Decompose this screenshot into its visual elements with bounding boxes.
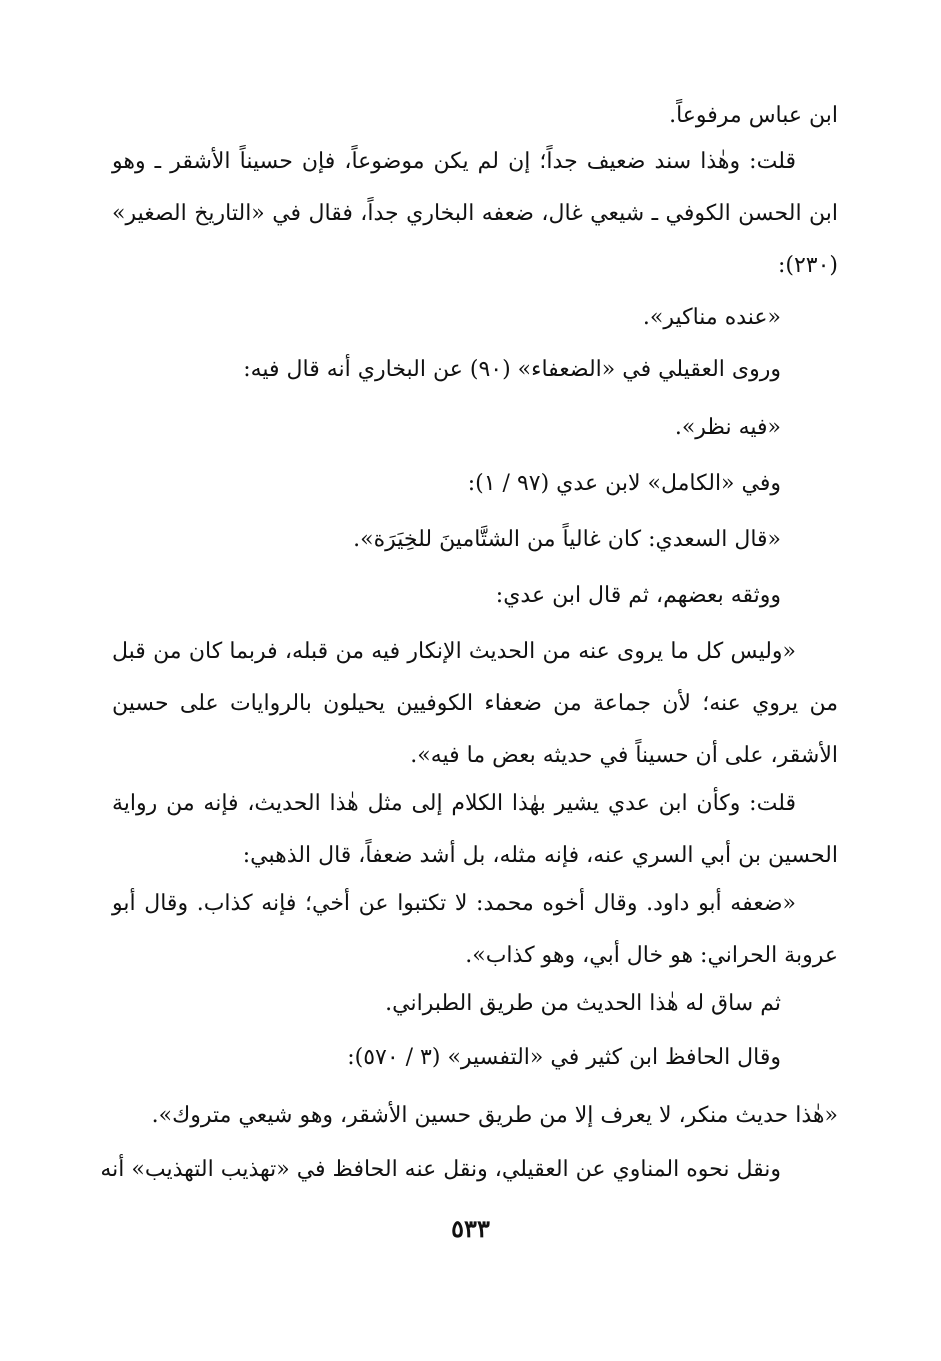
paragraph-15: ونقل نحوه المناوي عن العقيلي، ونقل عنه الحافظ في «تهذيب التهذيب» أنه	[100, 1157, 781, 1182]
paragraph-13: وقال الحافظ ابن كثير في «التفسير» (٣ / ٥٧٠):	[347, 1045, 781, 1070]
paragraph-6: وفي «الكامل» لابن عدي (٩٧ / ١):	[467, 471, 781, 496]
paragraph-10: قلت: وكأن ابن عدي يشير بهٰذا الكلام إلى مثل هٰذا الحديث، فإنه من رواية الحسين بن أبي السري عنه، فإنه مثله، بل أشد ضعفاً، قال الذهبي:	[112, 791, 838, 868]
paragraph-14: «هٰذا حديث منكر، لا يعرف إلا من طريق حسين الأشقر، وهو شيعي متروك».	[151, 1103, 838, 1128]
paragraph-1: ابن عباس مرفوعاً.	[669, 103, 838, 128]
paragraph-11: «ضعفه أبو داود. وقال أخوه محمد: لا تكتبوا عن أخي؛ فإنه كذاب. وقال أبو عروبة الحراني: هو خال أبي، وهو كذاب».	[112, 891, 838, 968]
paragraph-7: «قال السعدي: كان غالياً من الشتَّامينَ للخِيَرَة».	[353, 527, 781, 552]
paragraph-4: وروى العقيلي في «الضعفاء» (٩٠) عن البخاري أنه قال فيه:	[243, 357, 781, 382]
paragraph-5: «فيه نظر».	[674, 415, 781, 440]
paragraph-3: «عنده مناكير».	[642, 305, 781, 330]
page-number: ٥٣٣	[451, 1214, 490, 1243]
paragraph-12: ثم ساق له هٰذا الحديث من طريق الطبراني.	[385, 991, 781, 1016]
paragraph-9: «وليس كل ما يروى عنه من الحديث الإنكار فيه من قبله، فربما كان من قبل من يروي عنه؛ لأن جماعة من ضعفاء الكوفيين يحيلون بالروايات على حسين الأشقر، على أن حسيناً في حديثه بعض ما فيه».	[112, 639, 838, 768]
paragraph-8: ووثقه بعضهم، ثم قال ابن عدي:	[495, 583, 781, 608]
paragraph-2: قلت: وهٰذا سند ضعيف جداً؛ إن لم يكن موضوعاً، فإن حسيناً الأشقر ـ وهو ابن الحسن الكوفي ـ شيعي غال، ضعفه البخاري جداً، فقال في «التاريخ الصغير» (٢٣٠):	[112, 149, 838, 278]
